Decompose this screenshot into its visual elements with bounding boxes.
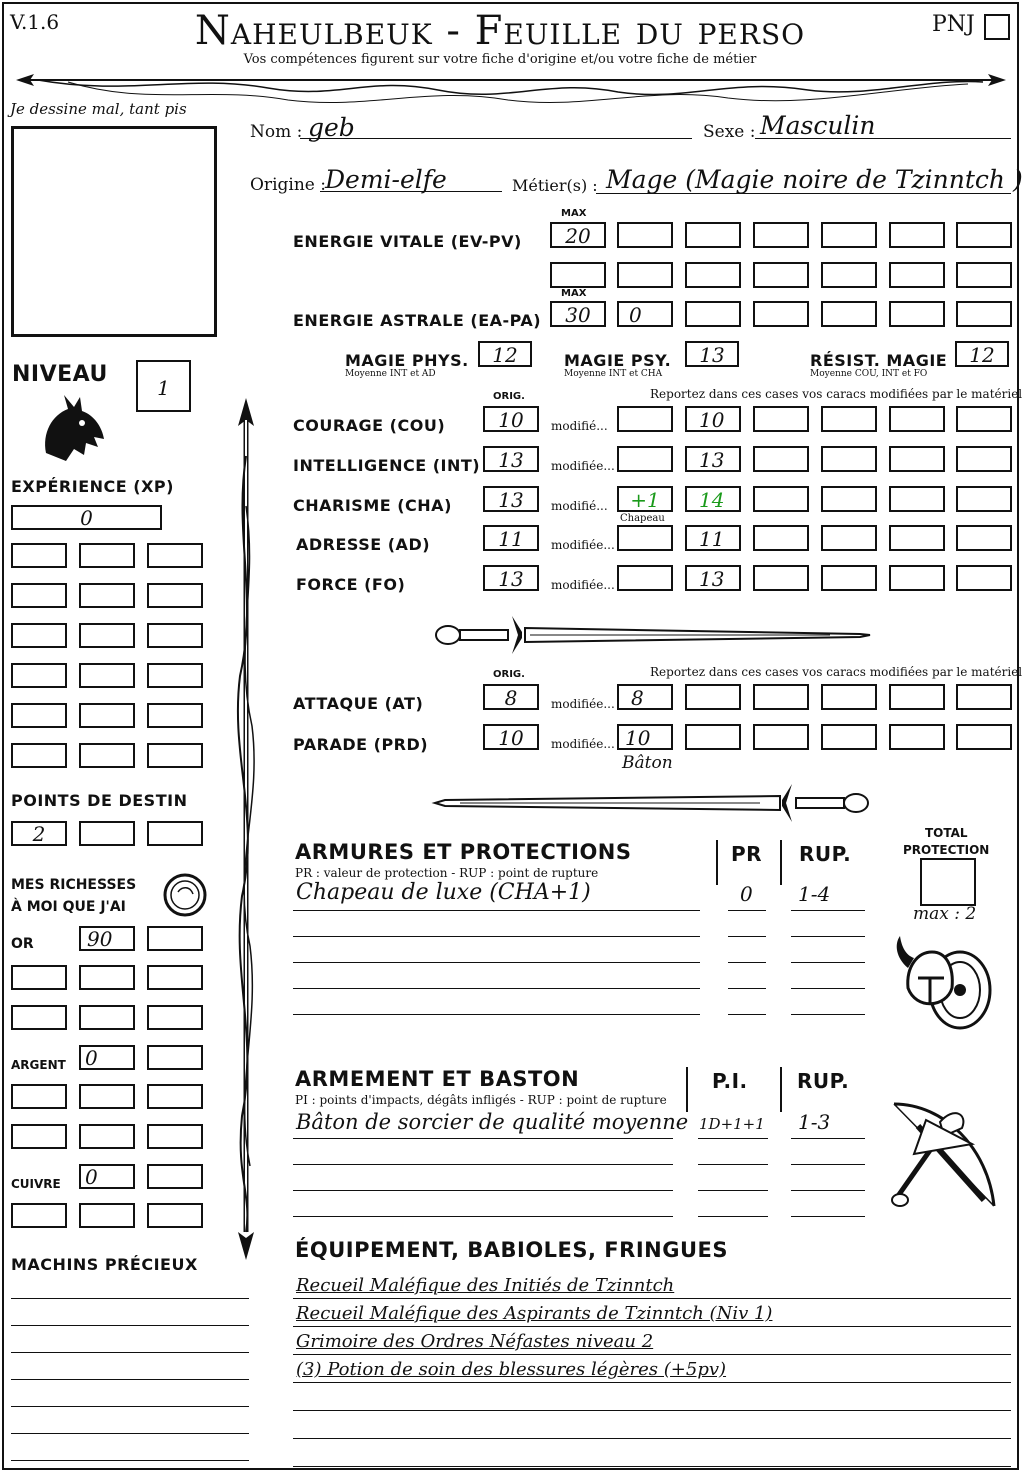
carac-box[interactable]	[821, 525, 877, 551]
carac-label: ADRESSE (AD)	[296, 535, 431, 554]
niveau-box[interactable]: 1	[136, 360, 191, 412]
carac-val-value: 13	[699, 448, 725, 472]
armures-pr-line[interactable]	[728, 1014, 766, 1015]
xp-box[interactable]	[11, 543, 67, 568]
carac-orig-value: 11	[498, 527, 524, 551]
carac-box[interactable]	[753, 525, 809, 551]
ea-box[interactable]	[956, 301, 1012, 327]
argent-box[interactable]	[79, 1084, 135, 1109]
machins-line[interactable]	[11, 1298, 249, 1299]
ev-box[interactable]	[753, 262, 809, 288]
carac-box[interactable]	[753, 565, 809, 591]
pnj-checkbox[interactable]	[984, 14, 1010, 40]
resist-magie-note: Moyenne COU, INT et FO	[810, 369, 928, 379]
armure-pr[interactable]: 0	[740, 882, 753, 906]
equipement-line[interactable]	[293, 1354, 1011, 1355]
armures-rup-header: RUP.	[799, 842, 852, 866]
parade-mod-label: modifiée...	[551, 737, 615, 751]
niveau-label: NIVEAU	[12, 362, 108, 387]
armures-pr-line[interactable]	[728, 988, 766, 989]
ev-box[interactable]	[685, 262, 741, 288]
parade-box[interactable]	[889, 724, 945, 750]
argent-box[interactable]: 0	[79, 1045, 135, 1070]
armement-pi-line[interactable]	[698, 1164, 768, 1165]
carac-box[interactable]	[956, 486, 1012, 512]
argent-box[interactable]	[79, 1124, 135, 1149]
equipement-line[interactable]	[293, 1326, 1011, 1327]
destin-box[interactable]: 2	[11, 821, 67, 846]
machins-line[interactable]	[11, 1379, 249, 1380]
total-max-note: max : 2	[913, 904, 977, 924]
carac-label: CHARISME (CHA)	[293, 496, 452, 515]
armure-rup[interactable]: 1-4	[798, 882, 831, 906]
xp-box[interactable]	[147, 543, 203, 568]
ev-box[interactable]	[753, 222, 809, 248]
equipement-item[interactable]: (3) Potion de soin des blessures légères (+5pv)	[296, 1359, 727, 1380]
ev-max-label: MAX	[561, 208, 587, 219]
cuivre-box[interactable]	[79, 1203, 135, 1228]
attaque-orig-box[interactable]: 8	[483, 684, 539, 710]
carac-val-box[interactable]	[685, 525, 741, 551]
ev-box[interactable]	[889, 222, 945, 248]
parade-box[interactable]	[821, 724, 877, 750]
xp-box[interactable]	[79, 703, 135, 728]
ev-box[interactable]	[821, 262, 877, 288]
machins-line[interactable]	[11, 1460, 249, 1461]
carac-orig-value: 13	[498, 567, 524, 591]
argent-box[interactable]	[147, 1084, 203, 1109]
magie-phys-label: MAGIE PHYS.	[345, 351, 469, 370]
ev-label: ENERGIE VITALE (EV-PV)	[293, 232, 522, 251]
equipement-line[interactable]	[293, 1298, 1011, 1299]
parade-box[interactable]	[753, 724, 809, 750]
nom-label: Nom :	[250, 122, 303, 142]
carac-box[interactable]	[753, 446, 809, 472]
carac-mod-box[interactable]	[617, 446, 673, 472]
equipement-line[interactable]	[293, 1438, 1011, 1439]
xp-box[interactable]	[147, 623, 203, 648]
carac-box[interactable]	[821, 486, 877, 512]
total-protection-box[interactable]	[920, 858, 976, 906]
armement-pi-line[interactable]	[698, 1138, 768, 1139]
armures-name-line[interactable]	[293, 962, 700, 963]
armures-pr-line[interactable]	[728, 910, 766, 911]
ev-box[interactable]	[617, 262, 673, 288]
ev-max-box[interactable]: 20	[550, 222, 606, 248]
argent-box[interactable]	[147, 1045, 203, 1070]
xp-label: EXPÉRIENCE (XP)	[11, 477, 174, 496]
magie-psy-label: MAGIE PSY.	[564, 351, 672, 370]
carac-mod-label: modifiée...	[551, 578, 615, 592]
ev-box[interactable]	[956, 262, 1012, 288]
ea-max-box[interactable]: 30	[550, 301, 606, 327]
xp-box[interactable]	[79, 623, 135, 648]
armement-name[interactable]: Bâton de sorcier de qualité moyenne	[296, 1110, 689, 1134]
armement-rup[interactable]: 1-3	[798, 1110, 831, 1134]
equipement-line[interactable]	[293, 1410, 1011, 1411]
cuivre-box[interactable]: 0	[79, 1164, 135, 1189]
carac-mod-value: +1	[630, 488, 660, 512]
carac-mod-label: modifié...	[551, 499, 608, 513]
armures-name-line[interactable]	[293, 910, 700, 911]
carac-box[interactable]	[821, 565, 877, 591]
magie-psy-box[interactable]: 13	[685, 341, 739, 367]
xp-box[interactable]: 0	[11, 505, 162, 530]
or-box[interactable]	[79, 965, 135, 990]
xp-box[interactable]	[79, 743, 135, 768]
armement-title: ARMEMENT ET BASTON	[295, 1067, 580, 1091]
carac-box[interactable]	[956, 565, 1012, 591]
armement-rup-line[interactable]	[791, 1138, 865, 1139]
carac-val-box[interactable]	[685, 406, 741, 432]
ea-box[interactable]	[753, 301, 809, 327]
armement-name-line[interactable]	[293, 1190, 673, 1191]
metier-label: Métier(s) :	[512, 176, 598, 195]
total-protection-label-2: PROTECTION	[903, 843, 990, 857]
armures-rup-line[interactable]	[791, 936, 865, 937]
carac-box[interactable]	[956, 406, 1012, 432]
xp-box[interactable]	[147, 703, 203, 728]
pnj-label: PNJ	[932, 12, 975, 37]
armement-col-sep	[780, 1067, 782, 1112]
carac-box[interactable]	[821, 446, 877, 472]
carac-mod-box[interactable]	[617, 565, 673, 591]
or-box[interactable]	[11, 1005, 67, 1030]
carac-box[interactable]	[753, 486, 809, 512]
carac-val-value: 10	[699, 408, 725, 432]
carac-box[interactable]	[889, 406, 945, 432]
xp-box[interactable]	[79, 543, 135, 568]
sword-icon	[430, 612, 875, 658]
carac-orig-box[interactable]	[483, 565, 539, 591]
carac-val-box[interactable]	[685, 486, 741, 512]
machins-line[interactable]	[11, 1406, 249, 1407]
attaque-box[interactable]	[685, 684, 741, 710]
dragon-head-icon	[38, 393, 108, 465]
attaque-val-box[interactable]: 8	[617, 684, 673, 710]
or-box[interactable]	[11, 965, 67, 990]
carac-mod-box[interactable]	[617, 525, 673, 551]
carac-orig-box[interactable]	[483, 406, 539, 432]
armures-title: ARMURES ET PROTECTIONS	[295, 840, 632, 864]
armement-rup-line[interactable]	[791, 1216, 865, 1217]
armement-rup-line[interactable]	[791, 1190, 865, 1191]
destin-box[interactable]	[79, 821, 135, 846]
sexe-label: Sexe :	[703, 122, 756, 142]
magie-phys-note: Moyenne INT et AD	[345, 369, 436, 379]
ev-box[interactable]	[617, 222, 673, 248]
resist-magie-box[interactable]: 12	[955, 341, 1009, 367]
parade-val-box[interactable]: 10	[617, 724, 673, 750]
armement-rup-header: RUP.	[797, 1069, 850, 1093]
portrait-caption: Je dessine mal, tant pis	[10, 100, 187, 118]
ev-box[interactable]	[685, 222, 741, 248]
carac-box[interactable]	[753, 406, 809, 432]
nom-line	[300, 138, 692, 139]
armures-rup-line[interactable]	[791, 988, 865, 989]
armures-name-line[interactable]	[293, 988, 700, 989]
carac-mod-box[interactable]	[617, 406, 673, 432]
armement-pi[interactable]: 1D+1+1	[699, 1115, 765, 1133]
xp-box[interactable]	[147, 743, 203, 768]
xp-box[interactable]	[11, 623, 67, 648]
attaque-box[interactable]	[821, 684, 877, 710]
carac-box[interactable]	[889, 525, 945, 551]
armement-name-line[interactable]	[293, 1138, 673, 1139]
armures-rup-line[interactable]	[791, 1014, 865, 1015]
or-box[interactable]	[79, 1005, 135, 1030]
weapon-note: Bâton	[622, 753, 673, 773]
magie-phys-box[interactable]: 12	[478, 341, 532, 367]
xp-box[interactable]	[147, 663, 203, 688]
carac-orig-box[interactable]	[483, 486, 539, 512]
crossed-weapons-icon	[884, 1096, 1008, 1218]
carac-val-box[interactable]	[685, 446, 741, 472]
page-title: Naheulbeuk - Feuille du perso	[194, 8, 806, 54]
ea-box[interactable]	[889, 301, 945, 327]
richesses-label: MES RICHESSES	[11, 877, 137, 893]
machins-line[interactable]	[11, 1325, 249, 1326]
sexe-line	[755, 138, 1011, 139]
xp-box[interactable]	[11, 583, 67, 608]
equipement-line[interactable]	[293, 1466, 1011, 1467]
armures-col-sep	[716, 840, 718, 885]
origine-line	[320, 191, 502, 192]
armures-name-line[interactable]	[293, 1014, 700, 1015]
richesses-label-2: À MOI QUE J'AI	[11, 899, 126, 915]
cuivre-box[interactable]	[11, 1203, 67, 1228]
armement-note: PI : points d'impacts, dégâts infligés - RUP : point de rupture	[295, 1093, 667, 1107]
or-box[interactable]	[147, 965, 203, 990]
armures-note: PR : valeur de protection - RUP : point de rupture	[295, 866, 599, 880]
ea-current-box[interactable]: 0	[617, 301, 673, 327]
carac-label: INTELLIGENCE (INT)	[293, 456, 481, 475]
total-protection-label: TOTAL	[925, 826, 968, 840]
cuivre-box[interactable]	[147, 1164, 203, 1189]
armement-pi-header: P.I.	[712, 1069, 748, 1093]
carac-orig-box[interactable]	[483, 525, 539, 551]
xp-box[interactable]	[11, 743, 67, 768]
caracs-orig-label: ORIG.	[493, 391, 525, 402]
carac-val-box[interactable]	[685, 565, 741, 591]
equipement-item[interactable]: Recueil Maléfique des Initiés de Tzinntch	[296, 1275, 675, 1296]
portrait-box[interactable]	[11, 126, 217, 337]
argent-label: ARGENT	[11, 1058, 66, 1072]
origine-value[interactable]: Demi-elfe	[325, 165, 447, 194]
attaque-box[interactable]	[956, 684, 1012, 710]
or-label: OR	[11, 936, 34, 952]
helmet-shield-icon	[888, 928, 1000, 1032]
armement-pi-line[interactable]	[698, 1190, 768, 1191]
carac-box[interactable]	[956, 525, 1012, 551]
parade-orig-box[interactable]: 10	[483, 724, 539, 750]
ev-box[interactable]	[821, 222, 877, 248]
or-box[interactable]	[147, 1005, 203, 1030]
carac-orig-value: 13	[498, 488, 524, 512]
carac-orig-box[interactable]	[483, 446, 539, 472]
combat-orig-label: ORIG.	[493, 669, 525, 680]
ev-box[interactable]	[956, 222, 1012, 248]
armures-rup-line[interactable]	[791, 962, 865, 963]
parade-label: PARADE (PRD)	[293, 735, 429, 754]
armures-rup-line[interactable]	[791, 910, 865, 911]
armures-col-sep	[780, 840, 782, 885]
armures-pr-line[interactable]	[728, 936, 766, 937]
combat-report-note: Reportez dans ces cases vos caracs modifiées par le matériel	[650, 665, 1023, 679]
carac-box[interactable]	[889, 446, 945, 472]
attaque-box[interactable]	[889, 684, 945, 710]
version-label: V.1.6	[10, 10, 60, 34]
metier-line	[596, 193, 1011, 194]
equipement-item[interactable]: Grimoire des Ordres Néfastes niveau 2	[296, 1331, 654, 1352]
argent-box[interactable]	[147, 1124, 203, 1149]
parade-box[interactable]	[685, 724, 741, 750]
ev-box[interactable]	[889, 262, 945, 288]
resist-magie-label: RÉSIST. MAGIE	[810, 351, 948, 370]
carac-orig-value: 13	[498, 448, 524, 472]
ea-box[interactable]	[821, 301, 877, 327]
equipement-item[interactable]: Recueil Maléfique des Aspirants de Tzinntch (Niv 1)	[296, 1303, 773, 1324]
coin-icon	[162, 872, 208, 918]
carac-box[interactable]	[889, 565, 945, 591]
ea-box[interactable]	[685, 301, 741, 327]
destin-label: POINTS DE DESTIN	[11, 791, 188, 810]
or-box[interactable]: 90	[79, 926, 135, 951]
attaque-box[interactable]	[753, 684, 809, 710]
carac-mod-label: modifiée...	[551, 459, 615, 473]
magie-psy-note: Moyenne INT et CHA	[564, 369, 663, 379]
machins-label: MACHINS PRÉCIEUX	[11, 1255, 198, 1274]
carac-mod-box[interactable]	[617, 486, 673, 512]
equipement-line[interactable]	[293, 1382, 1011, 1383]
carac-box[interactable]	[889, 486, 945, 512]
cuivre-box[interactable]	[147, 1203, 203, 1228]
destin-box[interactable]	[147, 821, 203, 846]
xp-box[interactable]	[79, 663, 135, 688]
ea-max-label: MAX	[561, 288, 587, 299]
parade-box[interactable]	[956, 724, 1012, 750]
carac-orig-value: 10	[498, 408, 524, 432]
carac-mod-label: modifié...	[551, 419, 608, 433]
origine-label: Origine :	[250, 175, 326, 195]
page-subtitle: Vos compétences figurent sur votre fiche d'origine et/ou votre fiche de métier	[243, 52, 757, 67]
attaque-label: ATTAQUE (AT)	[293, 694, 424, 713]
armement-name-line[interactable]	[293, 1216, 673, 1217]
xp-box[interactable]	[147, 583, 203, 608]
ea-label: ENERGIE ASTRALE (EA-PA)	[293, 311, 542, 330]
cuivre-label: CUIVRE	[11, 1177, 61, 1191]
or-box[interactable]	[147, 926, 203, 951]
carac-val-value: 11	[699, 527, 725, 551]
armement-rup-line[interactable]	[791, 1164, 865, 1165]
armement-col-sep	[686, 1067, 688, 1112]
armures-name-line[interactable]	[293, 936, 700, 937]
machins-line[interactable]	[11, 1433, 249, 1434]
carac-label: FORCE (FO)	[296, 575, 406, 594]
armement-pi-line[interactable]	[698, 1216, 768, 1217]
armement-name-line[interactable]	[293, 1164, 673, 1165]
armure-name[interactable]: Chapeau de luxe (CHA+1)	[296, 880, 591, 905]
argent-box[interactable]	[11, 1124, 67, 1149]
carac-box[interactable]	[956, 446, 1012, 472]
equipement-title: ÉQUIPEMENT, BABIOLES, FRINGUES	[295, 1238, 728, 1262]
nom-value[interactable]: geb	[308, 113, 355, 142]
carac-mod-note: Chapeau	[620, 513, 665, 524]
armures-pr-header: PR	[731, 842, 763, 866]
xp-box[interactable]	[79, 583, 135, 608]
attaque-mod-label: modifiée...	[551, 697, 615, 711]
sexe-value[interactable]: Masculin	[760, 111, 876, 140]
argent-box[interactable]	[11, 1084, 67, 1109]
sword-icon	[430, 780, 875, 826]
xp-box[interactable]	[11, 663, 67, 688]
carac-val-value: 14	[699, 488, 725, 512]
ev-box[interactable]	[550, 262, 606, 288]
machins-line[interactable]	[11, 1352, 249, 1353]
carac-label: COURAGE (COU)	[293, 416, 446, 435]
xp-box[interactable]	[11, 703, 67, 728]
caracs-report-note: Reportez dans ces cases vos caracs modifiées par le matériel	[650, 387, 1023, 401]
carac-box[interactable]	[821, 406, 877, 432]
staff-icon	[228, 396, 264, 1262]
metier-value[interactable]: Mage (Magie noire de Tzinntch )	[606, 165, 1023, 194]
carac-val-value: 13	[699, 567, 725, 591]
armures-pr-line[interactable]	[728, 962, 766, 963]
carac-mod-label: modifiée...	[551, 538, 615, 552]
